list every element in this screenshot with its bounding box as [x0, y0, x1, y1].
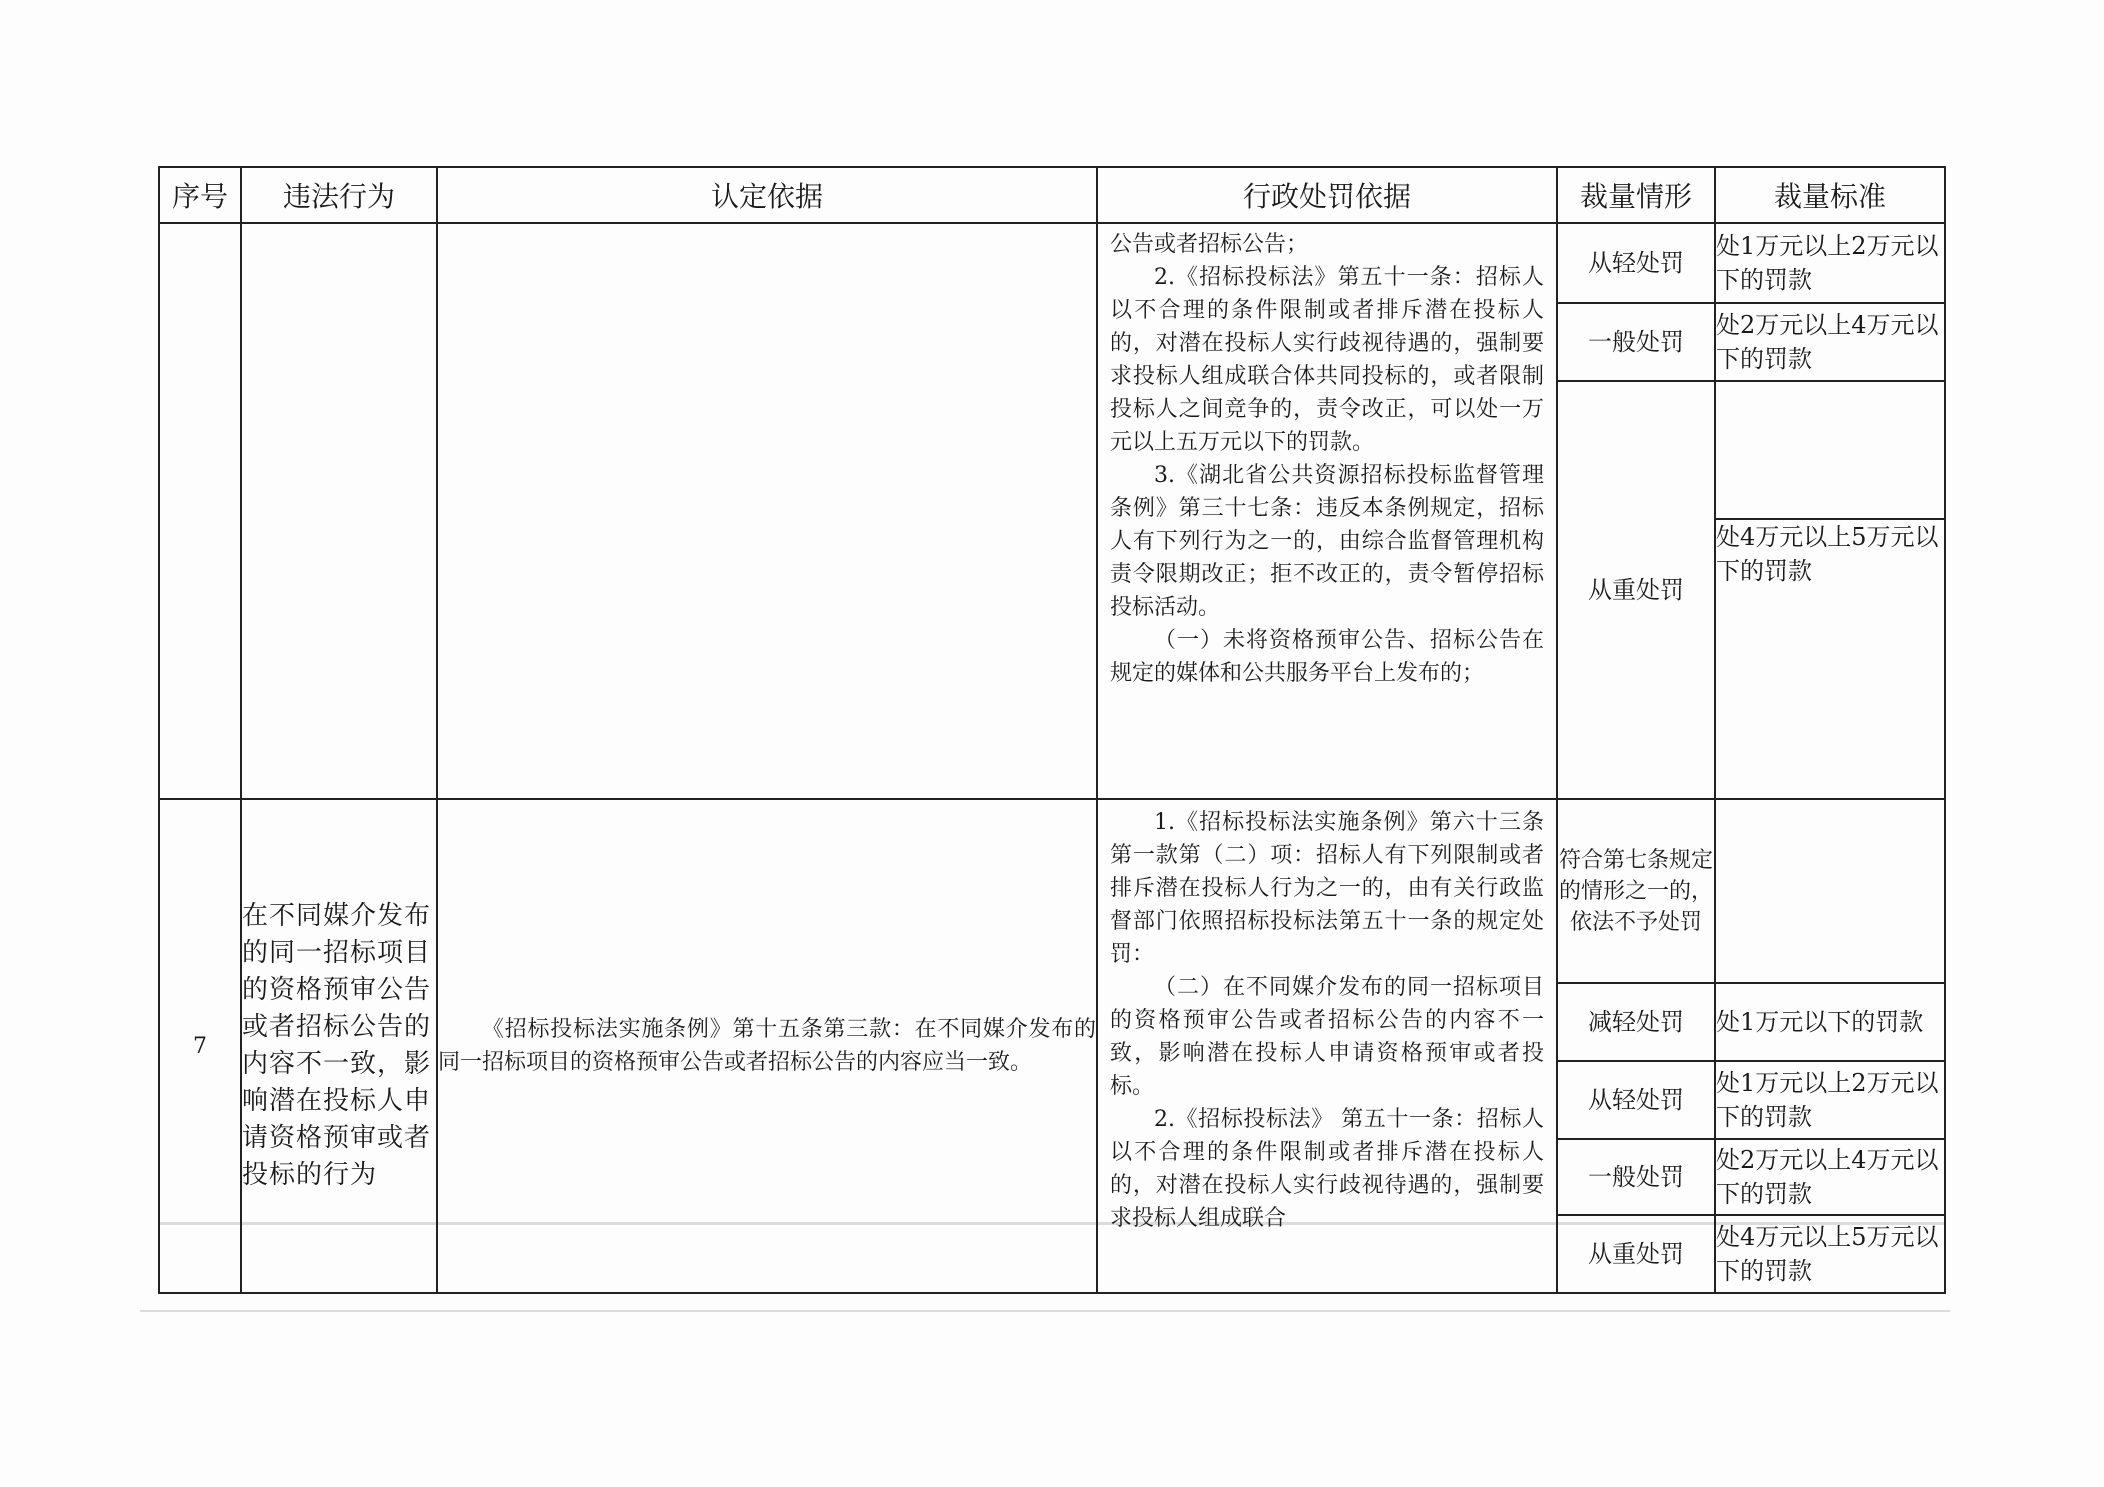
header-seq: 序号: [159, 167, 241, 223]
discretion-std: 处2万元以上4万元以下的罚款: [1715, 303, 1945, 381]
bleed-through-mark: [140, 1310, 1950, 1312]
identify-basis-cell: [437, 223, 1097, 799]
seq-cell: [159, 223, 241, 799]
header-violation: 违法行为: [241, 167, 437, 223]
discretion-case: 从轻处罚: [1557, 1061, 1715, 1139]
penalty-basis-para: 2.《招标投标法》第五十一条：招标人以不合理的条件限制或者排斥潜在投标人的，对潜在投标人实行歧视待遇的，强制要求投标人组成联合体共同投标的，或者限制投标人之间竞争的，责令改正，可以处一万元以上五万元以下的罚款。: [1110, 265, 1544, 455]
header-row: [159, 167, 1945, 223]
header-penalty-basis: 行政处罚依据: [1097, 167, 1557, 223]
penalty-basis-cell: [1097, 799, 1557, 1293]
penalty-discretion-table: [158, 166, 1946, 1294]
penalty-basis-para: 公告或者招标公告；: [1110, 232, 1309, 257]
seq-cell: 7: [159, 799, 241, 1293]
discretion-case: 从重处罚: [1557, 381, 1715, 799]
identify-basis-cell: [437, 799, 1097, 1293]
discretion-case: 从重处罚: [1557, 1215, 1715, 1293]
discretion-case: 符合第七条规定的情形之一的，依法不予处罚: [1557, 799, 1715, 983]
table-row: [159, 223, 1945, 303]
discretion-std: 处1万元以下的罚款: [1715, 983, 1945, 1061]
identify-basis-text: 《招标投标法实施条例》第十五条第三款：在不同媒介发布的同一招标项目的资格预审公告或者招标公告的内容应当一致。: [438, 1017, 1096, 1075]
discretion-std: 处1万元以上2万元以下的罚款: [1715, 223, 1945, 303]
penalty-basis-para: 1.《招标投标法实施条例》第六十三条第一款第（二）项：招标人有下列限制或者排斥潜在投标人行为之一的，由有关行政监督部门依照招标投标法第五十一条的规定处罚：: [1110, 810, 1544, 967]
discretion-std: 处2万元以上4万元以下的罚款: [1715, 1139, 1945, 1215]
discretion-std: 处4万元以上5万元以下的罚款: [1715, 519, 1945, 799]
header-identify-basis: 认定依据: [437, 167, 1097, 223]
penalty-basis-para: 2.《招标投标法》 第五十一条：招标人以不合理的条件限制或者排斥潜在投标人的，对潜在投标人实行歧视待遇的，强制要求投标人组成联合: [1110, 1107, 1544, 1231]
violation-cell: [241, 223, 437, 799]
discretion-case: 从轻处罚: [1557, 223, 1715, 303]
penalty-basis-para: （二）在不同媒介发布的同一招标项目的资格预审公告或者招标公告的内容不一致，影响潜在投标人申请资格预审或者投标。: [1110, 975, 1544, 1099]
discretion-std-empty: [1715, 381, 1945, 519]
penalty-basis-para: （一）未将资格预审公告、招标公告在规定的媒体和公共服务平台上发布的；: [1110, 628, 1544, 686]
discretion-std: 处4万元以上5万元以下的罚款: [1715, 1215, 1945, 1293]
header-discretion-case: 裁量情形: [1557, 167, 1715, 223]
header-discretion-std: 裁量标准: [1715, 167, 1945, 223]
table-row: [159, 799, 1945, 983]
discretion-case: 一般处罚: [1557, 1139, 1715, 1215]
discretion-case: 减轻处罚: [1557, 983, 1715, 1061]
discretion-std-empty: [1715, 799, 1945, 983]
discretion-case: 一般处罚: [1557, 303, 1715, 381]
penalty-basis-cell: [1097, 223, 1557, 799]
discretion-std: 处1万元以上2万元以下的罚款: [1715, 1061, 1945, 1139]
penalty-basis-para: 3.《湖北省公共资源招标投标监督管理条例》第三十七条：违反本条例规定，招标人有下列行为之一的，由综合监督管理机构责令限期改正；拒不改正的，责令暂停招标投标活动。: [1110, 463, 1544, 620]
violation-cell: 在不同媒介发布的同一招标项目的资格预审公告或者招标公告的内容不一致，影响潜在投标人申请资格预审或者投标的行为: [241, 799, 437, 1293]
